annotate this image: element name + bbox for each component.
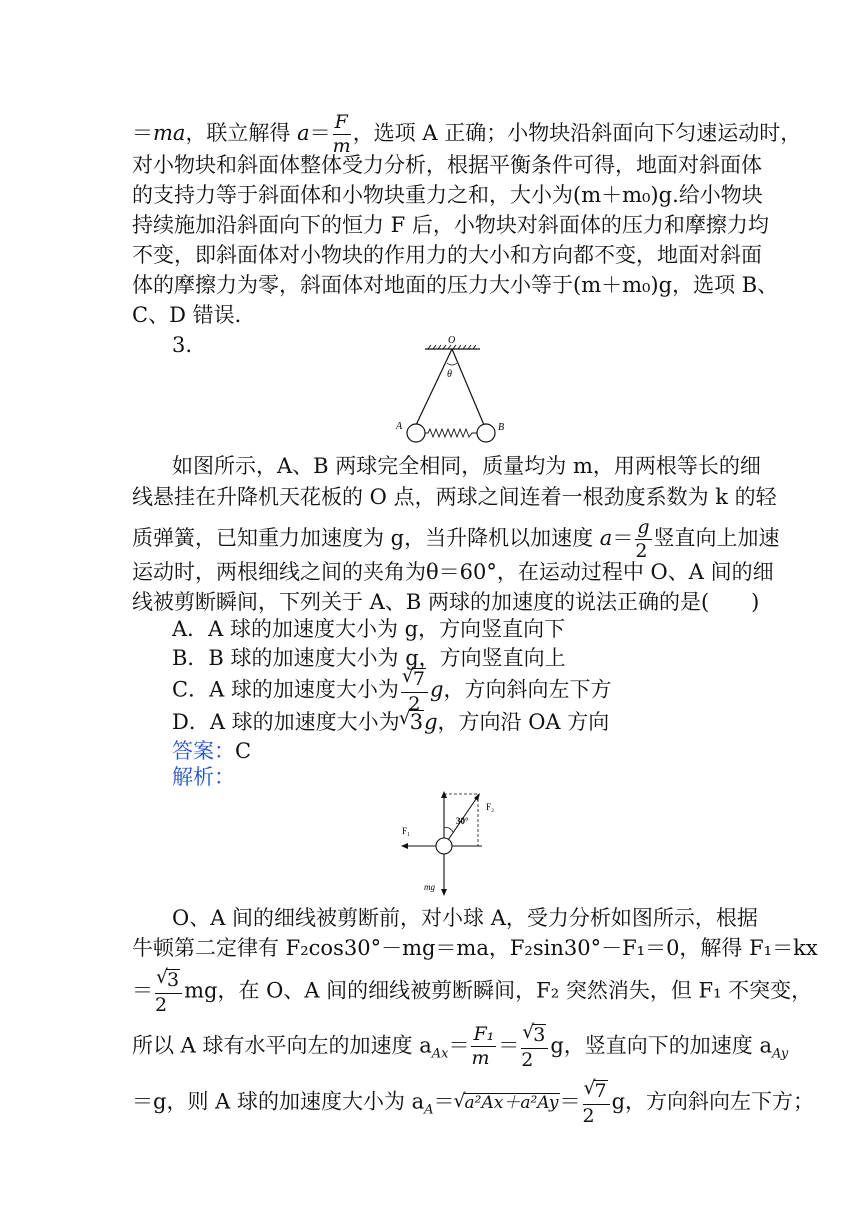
text-line: 体的摩擦力为零，斜面体对地面的压力大小等于(m＋m₀)g，选项 B、	[132, 273, 779, 297]
text-line: ＝ √ $\frac{3}{2}$ mg，在 O、A 间的细线被剪断瞬间，F₂ 突然消失，但 F₁ 不突变，	[132, 969, 730, 1015]
pendulum-spring-figure	[380, 333, 510, 445]
label-f2: F₂	[486, 802, 495, 812]
text-line: 质弹簧，已知重力加速度为 g，当升降机以加速度 a＝ $\frac{g}{2}$ 竖直向上加速	[132, 516, 780, 562]
label-a: A	[396, 421, 403, 432]
text-line: ＝g，则 A 球的加速度大小为 $a_A=√$ a²Ax＋a²Ay＝ √ $\frac{7}{2}$ g，方向斜向左下方；	[132, 1080, 730, 1126]
text-line: ＝ma，联立解得 a＝ $\frac{F}{m}$ ，选项 A 正确；小物块沿斜面向下匀速运动时，	[132, 111, 802, 157]
label-theta: θ	[447, 369, 452, 380]
text-line: 所以 A 球有水平向左的加速度 $a_{Ax}=$ $\frac{\text{F₁}}{m}$ ＝ √ $\frac{3}{2}$ g，竖直向下的加速度 $a_{Ay}$	[132, 1024, 730, 1070]
option-a: A．A 球的加速度大小为 g，方向竖直向下	[172, 617, 566, 641]
option-c: C．A 球的加速度大小为 √ $\frac{7}{2}$ g，方向斜向左下方	[172, 668, 611, 714]
fraction-f1-over-m: $\frac{\text{F₁}}{m}$	[471, 1023, 495, 1070]
label-30deg: 30°	[456, 816, 469, 826]
analysis-label: 解析：	[172, 765, 235, 789]
fraction-root7-over-2: √ $\frac{7}{2}$	[583, 1080, 610, 1126]
text-line: 不变，即斜面体对小物块的作用力的大小和方向都不变，地面对斜面	[132, 243, 762, 267]
fraction-root3-over-2: √ $\frac{3}{2}$	[521, 1024, 548, 1070]
question-number: 3.	[172, 333, 193, 357]
text-line: 持续施加沿斜面向下的恒力 F 后，小物块对斜面体的压力和摩擦力均	[132, 213, 769, 237]
text-line: 如图所示，A、B 两球完全相同，质量均为 m，用两根等长的细	[172, 454, 761, 478]
text-line: O、A 间的细线被剪断前，对小球 A，受力分析如图所示，根据	[172, 906, 758, 930]
label-o: O	[448, 335, 456, 346]
sqrt-sum-squares: √ a²Ax＋a²Ay	[464, 1093, 560, 1113]
text-line: C、D 错误．	[132, 303, 256, 327]
text-line: 牛顿第二定律有 F₂cos30°－mg＝ma，F₂sin30°－F₁＝0，解得 F₁＝kx	[132, 936, 818, 960]
fraction-root7-over-2: √ $\frac{7}{2}$	[401, 668, 428, 714]
answer: 答案：C	[172, 739, 252, 763]
label-f1: F₁	[402, 826, 411, 836]
text-line: 线被剪断瞬间，下列关于 A、B 两球的加速度的说法正确的是( )	[132, 590, 760, 614]
text-line: 对小物块和斜面体整体受力分析，根据平衡条件可得，地面对斜面体	[132, 153, 762, 177]
force-diagram-figure	[398, 790, 508, 896]
option-b: B．B 球的加速度大小为 g，方向竖直向上	[172, 646, 566, 670]
label-b: B	[498, 422, 505, 433]
text-line: 线悬挂在升降机天花板的 O 点，两球之间连着一根劲度系数为 k 的轻	[132, 485, 777, 509]
sqrt-3: √ 3	[409, 710, 424, 734]
option-d: D．A 球的加速度大小为√ 3g，方向沿 OA 方向	[172, 707, 609, 737]
text-line: 的支持力等于斜面体和小物块重力之和，大小为(m＋m₀)g.给小物块	[132, 183, 763, 207]
fraction-g-over-2: $\frac{g}{2}$	[635, 516, 650, 562]
fraction-root3-over-2: √ $\frac{3}{2}$	[155, 969, 182, 1015]
fraction-f-over-m: $\frac{F}{m}$	[332, 111, 351, 157]
label-mg: mg	[424, 882, 435, 892]
text-line: 运动时，两根细线之间的夹角为θ＝60°，在运动过程中 O、A 间的细	[132, 560, 774, 584]
